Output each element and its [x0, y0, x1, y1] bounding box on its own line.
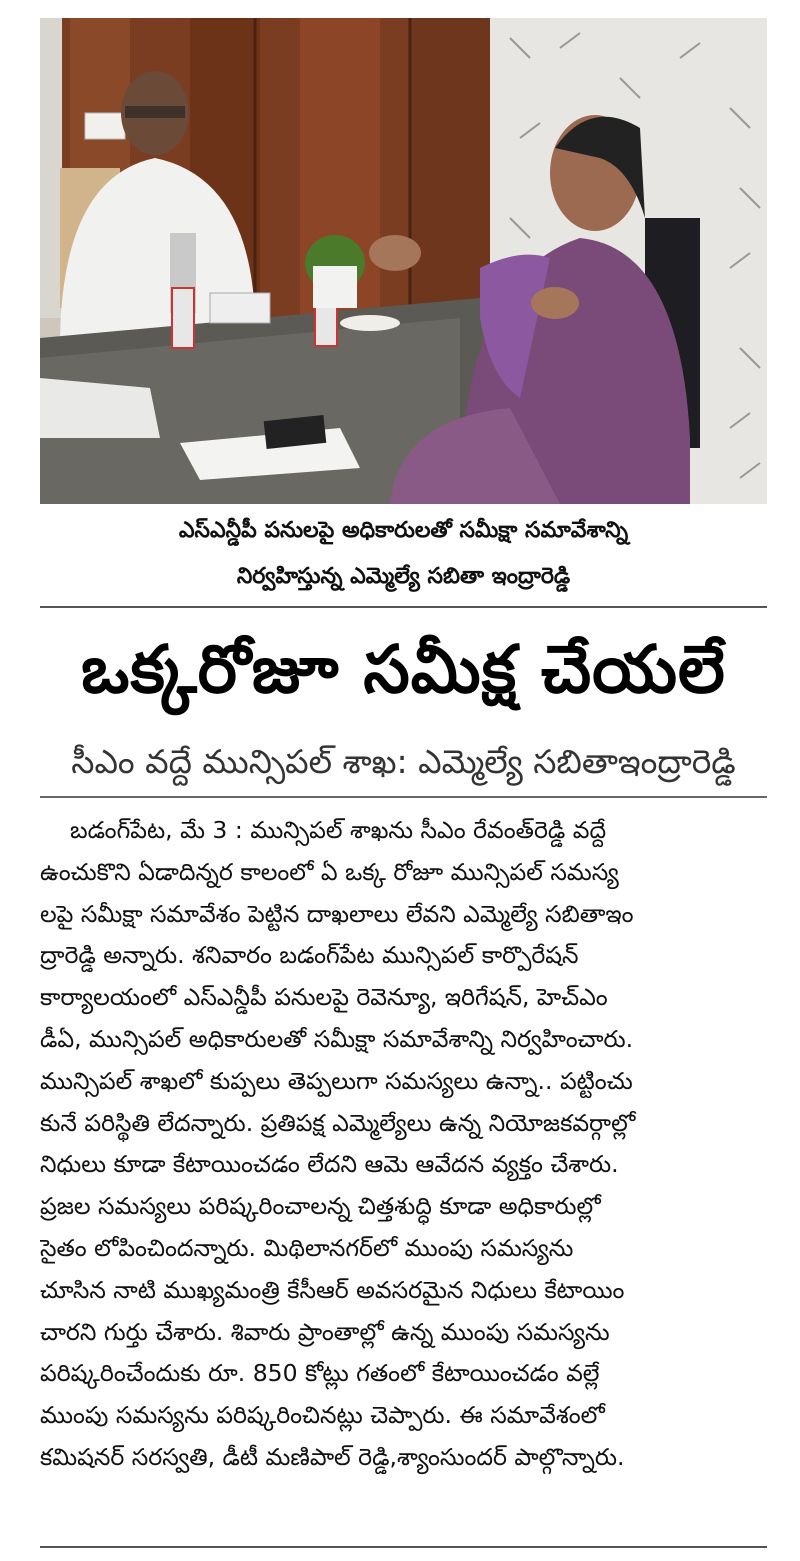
article-line: పరిష్కరించేందుకు రూ. 850 కోట్లు గతంలో కేటాయించడం వల్లే: [40, 1359, 600, 1388]
article-line: సైతం లోపించిందన్నారు. మిథిలానగర్‌లో ముంపు సమస్యను: [40, 1233, 574, 1262]
article-line: నిధులు కూడా కేటాయించడం లేదని ఆమె ఆవేదన వ్యక్తం చేశారు.: [40, 1150, 619, 1179]
news-photo: [40, 18, 767, 504]
article-line: కార్యాలయంలో ఎస్ఎన్డీపీ పనులపై రెవెన్యూ, ఇరిగేషన్, హెచ్ఎం: [40, 983, 608, 1012]
article-body: [40, 810, 767, 1479]
article-line: బడంగ్‌పేట, మే 3 : మున్సిపల్ శాఖను సీఎం రేవంత్‌రెడ్డి వద్దే: [70, 816, 607, 844]
article-line: ముంపు సమస్యను పరిష్కరించినట్లు చెప్పారు. ఈ సమావేశంలో: [40, 1401, 605, 1430]
article-line: మున్సిపల్ శాఖలో కుప్పలు తెప్పలుగా సమస్యలు ఉన్నా.. పట్టించు: [40, 1066, 633, 1095]
article-line: డీఏ, మున్సిపల్ అధికారులతో సమీక్షా సమావేశాన్ని నిర్వహించారు.: [40, 1024, 634, 1053]
headline: ఒక్కరోజూ సమీక్ష చేయలే: [81, 631, 726, 708]
article-line: చూసిన నాటి ముఖ్యమంత్రి కేసీఆర్ అవసరమైన నిధులు కేటాయిం: [40, 1275, 625, 1304]
divider-bottom: [40, 1546, 767, 1548]
photo-illustration: [40, 18, 767, 504]
article-line: ఉంచుకొని ఏడాదిన్నర కాలంలో ఏ ఒక్క రోజూ మున్సిపల్ సమస్య: [40, 857, 619, 886]
subheadline: సీఎం వద్దే మున్సిపల్ శాఖ: ఎమ్మెల్యే సబితాఇంద్రారెడ్డి: [71, 742, 736, 781]
article-line: కునే పరిస్థితి లేదన్నారు. ప్రతిపక్ష ఎమ్మెల్యేలు ఉన్న నియోజకవర్గాల్లో: [40, 1108, 636, 1137]
divider-top: [40, 606, 767, 608]
article-line: కమిషనర్ సరస్వతి, డీటీ మణిపాల్ రెడ్డి,శ్యాంసుందర్ పాల్గొన్నారు.: [40, 1442, 625, 1471]
article-line: చారని గుర్తు చేశారు. శివారు ప్రాంతాల్లో ఉన్న ముంపు సమస్యను: [40, 1317, 610, 1346]
divider-subhead: [40, 796, 767, 798]
article-line: ప్రజల సమస్యలు పరిష్కరించాలన్న చిత్తశుద్ధి కూడా అధికారుల్లో: [40, 1192, 601, 1221]
article-line: ద్రారెడ్డి అన్నారు. శనివారం బడంగ్‌పేట మున్సిపల్ కార్పొరేషన్: [40, 941, 579, 970]
photo-caption-line-1: ఎస్ఎన్డీపీ పనులపై అధికారులతో సమీక్షా సమావేశాన్ని: [178, 518, 629, 543]
photo-caption-line-2: నిర్వహిస్తున్న ఎమ్మెల్యే సబితా ఇంద్రారెడ్డి: [236, 564, 571, 589]
article-line: లపై సమీక్షా సమావేశం పెట్టిన దాఖలాలు లేవని ఎమ్మెల్యే సబితాఇం: [40, 899, 634, 928]
